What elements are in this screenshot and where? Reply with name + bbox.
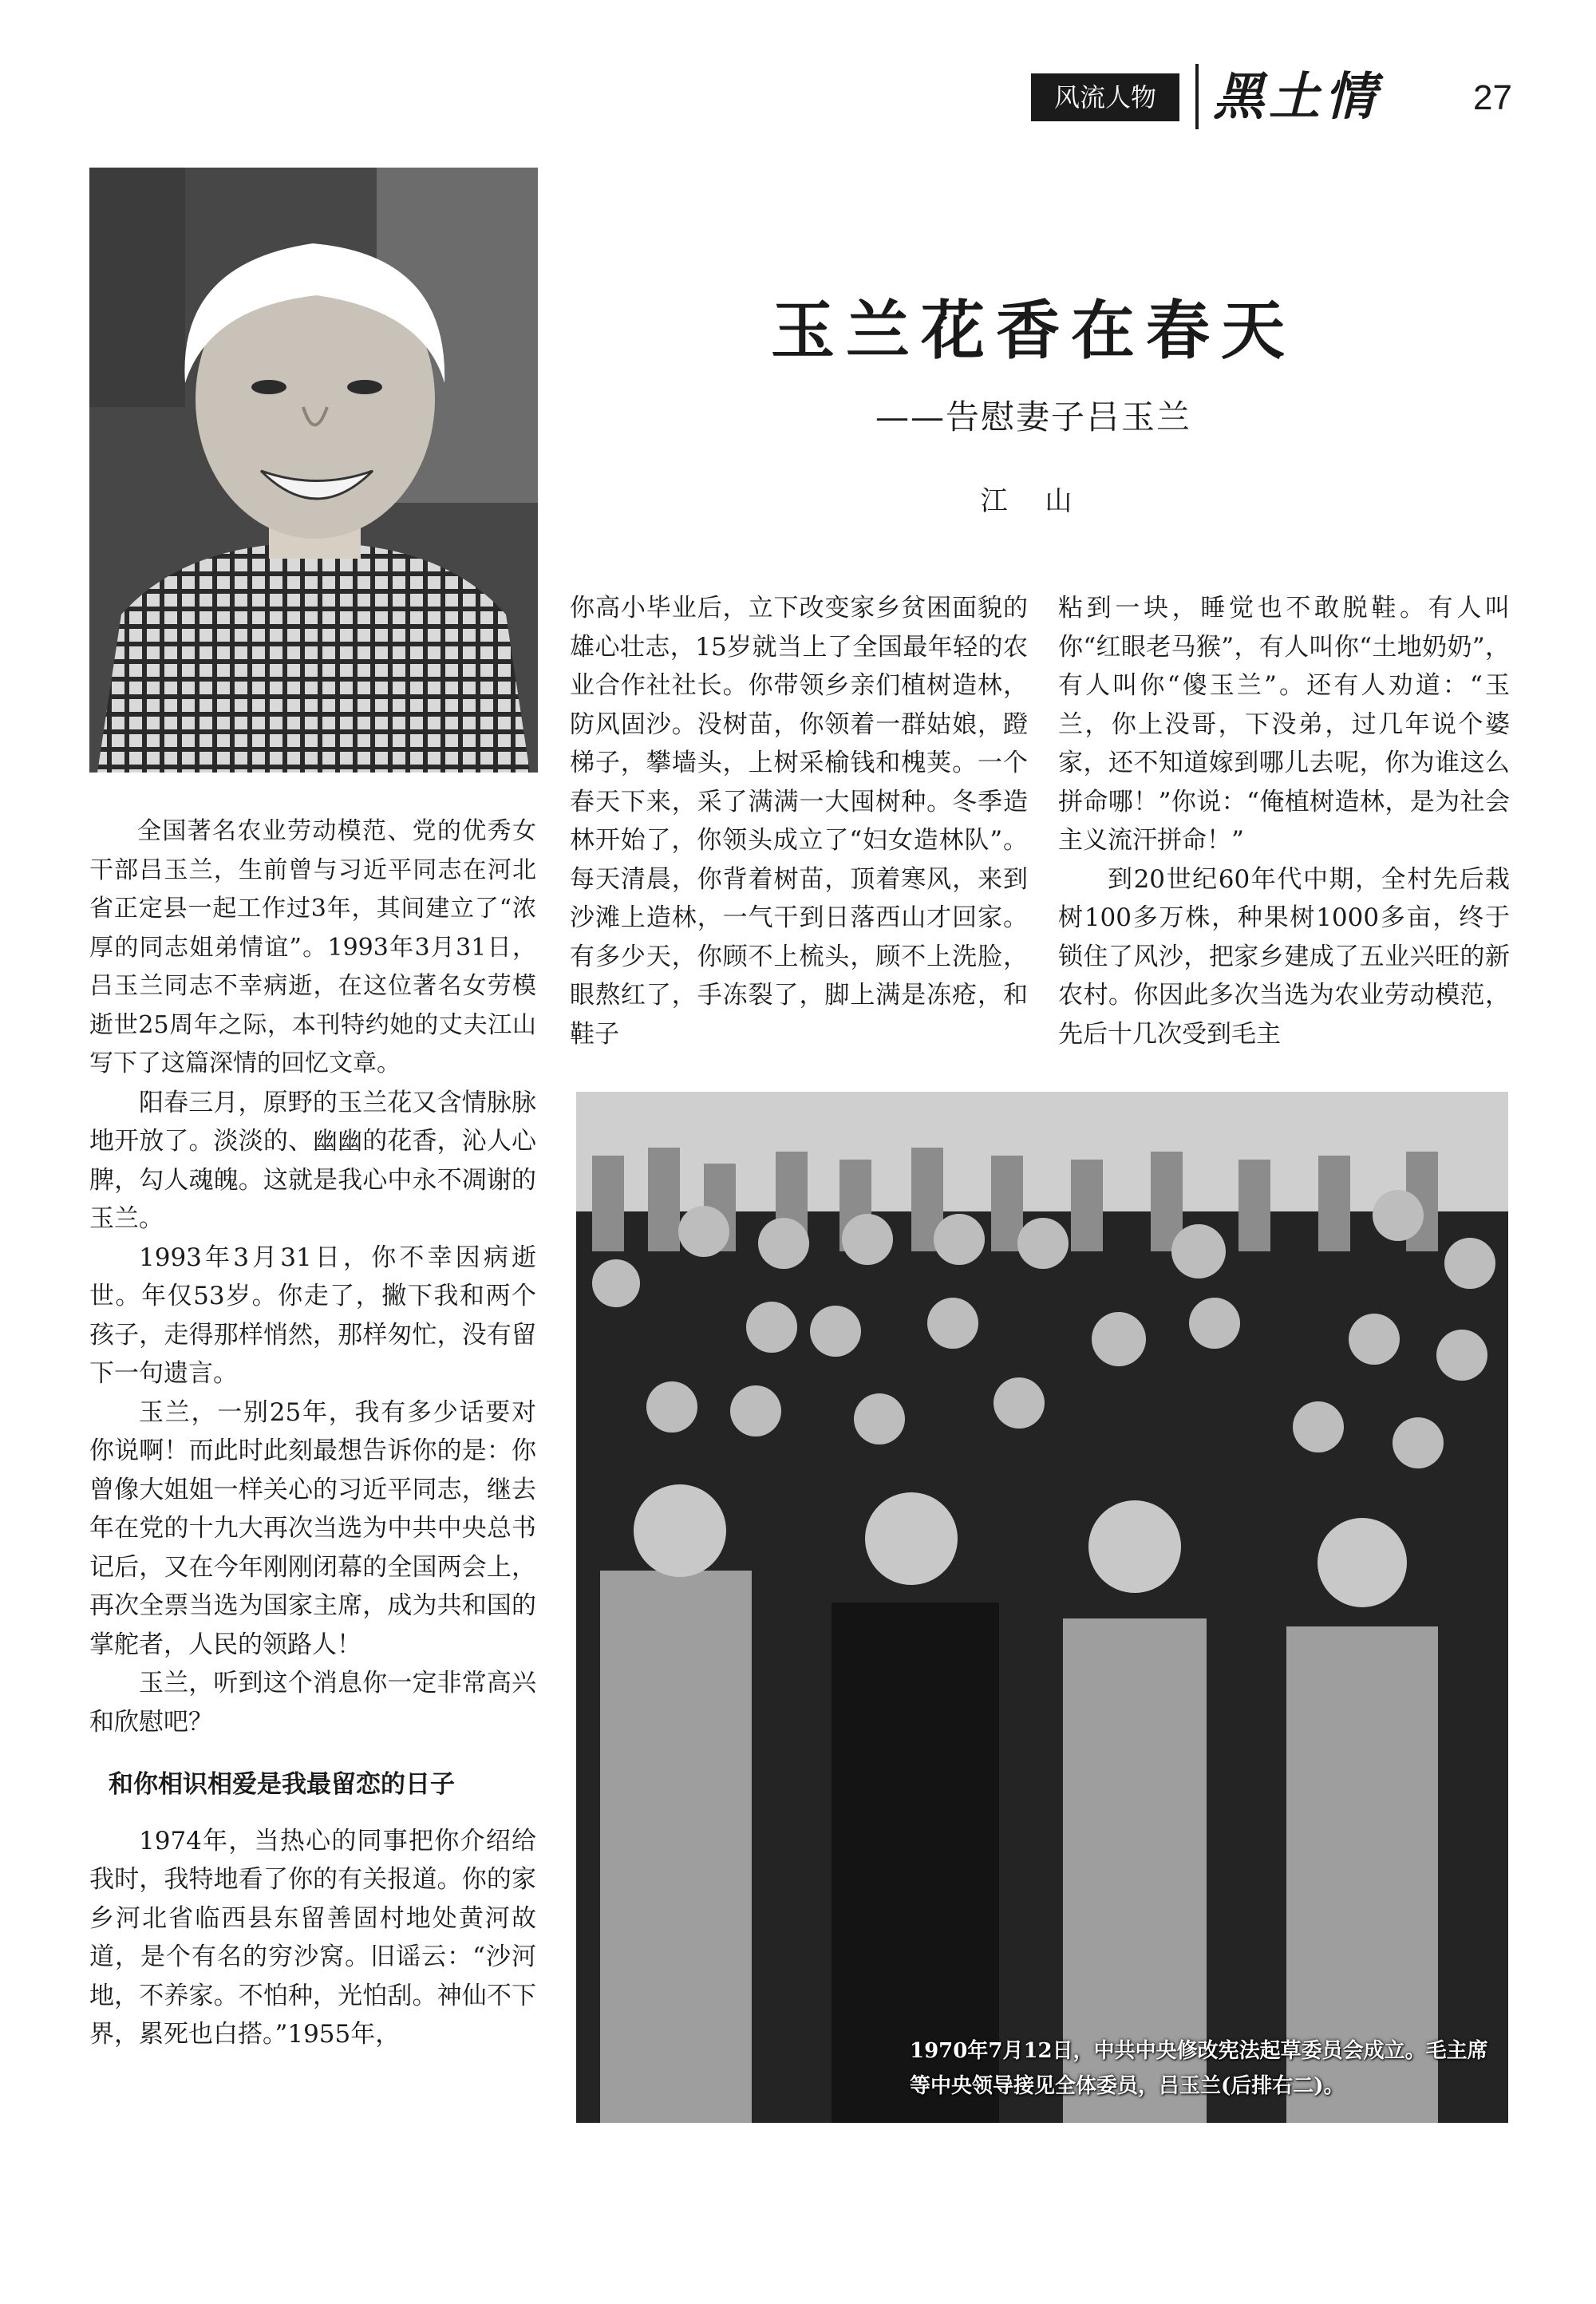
page-number: 27 — [1473, 78, 1512, 117]
group-photo — [576, 1092, 1508, 2123]
paragraph: 你高小毕业后，立下改变家乡贫困面貌的雄心壮志，15岁就当上了全国最年轻的农业合作社社长。你带领乡亲们植树造林，防风固沙。没树苗，你领着一群姑娘，蹬梯子，攀墙头，上树采榆钱和槐荚。一个春天下来，采了满满一大囤树种。冬季造林开始了，你领头成立了“妇女造林队”。每天清晨，你背着树苗，顶着寒风，来到沙滩上造林，一气干到日落西山才回家。有多少天，你顾不上梳头，顾不上洗脸，眼熬红了，手冻裂了，脚上满是冻疮，和鞋子 — [570, 594, 1028, 1049]
paragraph: 1974年，当热心的同事把你介绍给我时，我特地看了你的有关报道。你的家乡河北省临西县东留善固村地处黄河故道，是个有名的穷沙窝。旧谣云：“沙河地，不养家。不怕种，光怕刮。神仙不下界，累死也白搭。”1955年， — [89, 1826, 536, 2049]
paragraph: 玉兰，一别25年，我有多少话要对你说啊！而此时此刻最想告诉你的是：你曾像大姐姐一样关心的习近平同志，继去年在党的十九大再次当选为中共中央总书记后，又在今年刚刚闭幕的全国两会上，再次全票当选为国家主席，成为共和国的掌舵者，人民的领路人！ — [89, 1397, 536, 1659]
right-text-column — [1058, 589, 1510, 1053]
portrait-illustration — [89, 168, 538, 773]
paragraph: 阳春三月，原野的玉兰花又含情脉脉地开放了。淡淡的、幽幽的花香，沁人心脾，勾人魂魄。这就是我心中永不凋谢的玉兰。 — [89, 1088, 536, 1233]
photo-caption: 1970年7月12日，中共中央修改宪法起草委员会成立。毛主席等中央领导接见全体委员，吕玉兰(后排右二)。 — [910, 2039, 1488, 2098]
paragraph: 粘到一块，睡觉也不敢脱鞋。有人叫你“红眼老马猴”，有人叫你“土地奶奶”，有人叫你“傻玉兰”。还有人劝道：“玉兰，你上没哥，下没弟，过几年说个婆家，还不知道嫁到哪儿去呢，你为谁这么拼命哪！”你说：“俺植树造林，是为社会主义流汗拼命！” — [1058, 594, 1510, 855]
header-divider — [1195, 64, 1199, 129]
article-author: 江 山 — [980, 485, 1087, 517]
paragraph: 玉兰，听到这个消息你一定非常高兴和欣慰吧？ — [89, 1669, 536, 1737]
portrait-photo — [89, 168, 538, 773]
left-text-column — [89, 812, 536, 2054]
middle-text-column — [570, 589, 1028, 1053]
paragraph: 到20世纪60年代中期，全村先后栽树100多万株，种果树1000多亩，终于锁住了风沙，把家乡建成了五业兴旺的新农村。你因此多次当选为农业劳动模范，先后十几次受到毛主 — [1058, 864, 1510, 1049]
article-intro: 全国著名农业劳动模范、党的优秀女干部吕玉兰，生前曾与习近平同志在河北省正定县一起工作过3年，其间建立了“浓厚的同志姐弟情谊”。1993年3月31日，吕玉兰同志不幸病逝，在这位著名女劳模逝世25周年之际，本刊特约她的丈夫江山写下了这篇深情的回忆文章。 — [89, 817, 536, 1077]
magazine-logo: 黑土情 — [1213, 67, 1381, 127]
section-tag: 风流人物 — [1031, 73, 1179, 121]
section-heading: 和你相识相爱是我最留恋的日子 — [109, 1770, 455, 1799]
article-subtitle: ——告慰妻子吕玉兰 — [875, 397, 1191, 437]
group-photo-illustration — [576, 1092, 1508, 2123]
paragraph: 1993年3月31日，你不幸因病逝世。年仅53岁。你走了，撇下我和两个孩子，走得那样悄然，那样匆忙，没有留下一句遗言。 — [89, 1243, 536, 1388]
article-title: 玉兰花香在春天 — [771, 293, 1296, 368]
